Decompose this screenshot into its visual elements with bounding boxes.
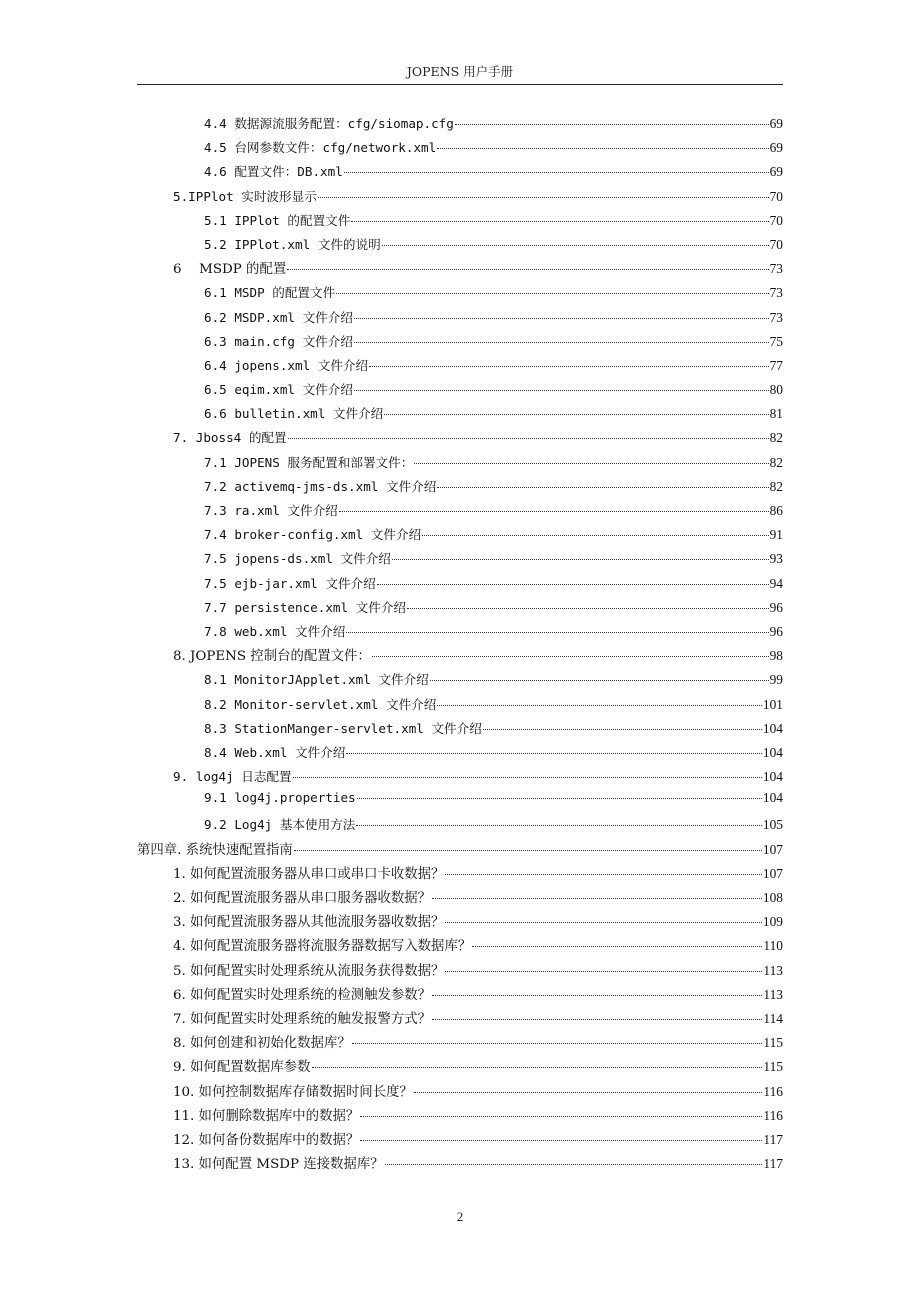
toc-entry-page: 114 <box>763 1010 783 1026</box>
dot-leader <box>352 1043 763 1044</box>
toc-entry-label: 11. 如何删除数据库中的数据？ <box>173 1108 360 1124</box>
toc-entry-label: 8.2 Monitor-servlet.xml 文件介绍 <box>204 696 437 712</box>
toc-entry-label: 8. 如何创建和初始化数据库？ <box>173 1036 351 1052</box>
toc-entry-page: 104 <box>762 744 783 760</box>
dot-leader <box>354 318 769 319</box>
toc-entry[interactable] <box>137 839 783 863</box>
toc-entry-page: 91 <box>769 527 783 543</box>
toc-entry-label: 8.1 MonitorJApplet.xml 文件介绍 <box>204 672 429 688</box>
toc-entry[interactable] <box>137 403 783 427</box>
toc-entry[interactable] <box>137 935 783 959</box>
dot-leader <box>430 680 769 681</box>
toc-entry[interactable] <box>137 500 783 524</box>
toc-entry[interactable] <box>137 137 783 161</box>
toc-entry-page: 86 <box>769 503 783 518</box>
toc-entry-label: 6.4 jopens.xml 文件介绍 <box>204 357 369 373</box>
dot-leader <box>372 656 769 657</box>
dot-leader <box>455 124 769 125</box>
toc-entry-label: 2. 如何配置流服务器从串口服务器收数据？ <box>173 891 432 906</box>
toc-entry[interactable] <box>137 234 783 258</box>
toc-entry-page: 82 <box>769 478 783 494</box>
toc-entry[interactable] <box>137 452 783 476</box>
toc-entry[interactable] <box>137 258 783 282</box>
dot-leader <box>422 535 768 536</box>
toc-entry[interactable] <box>137 1032 783 1056</box>
dot-leader <box>445 971 762 972</box>
toc-entry-page: 117 <box>763 1156 783 1172</box>
toc-entry-page: 70 <box>769 212 783 228</box>
toc-entry-page: 69 <box>769 116 783 131</box>
toc-entry-page: 98 <box>769 648 783 664</box>
toc-entry-page: 110 <box>763 938 783 954</box>
dot-leader <box>407 608 769 609</box>
toc-entry-label: 12. 如何备份数据库中的数据？ <box>173 1132 360 1148</box>
running-header: JOPENS 用户手册 <box>406 64 514 79</box>
toc-entry[interactable] <box>137 1056 783 1080</box>
toc-entry-label: 7. Jboss4 的配置 <box>173 430 287 446</box>
toc-entry-label: 1. 如何配置流服务器从串口或串口卡收数据？ <box>173 866 445 882</box>
dot-leader <box>354 342 769 343</box>
toc-entry-label: 4.6 配置文件：DB.xml <box>204 164 343 180</box>
toc-entry[interactable] <box>137 524 783 548</box>
dot-leader <box>385 1164 763 1165</box>
toc-entry-label: 4.4 数据源流服务配置：cfg/siomap.cfg <box>204 116 454 131</box>
toc-entry-label: 5.2 IPPlot.xml 文件的说明 <box>204 236 381 252</box>
toc-entry[interactable] <box>137 427 783 451</box>
toc-entry[interactable] <box>137 210 783 234</box>
toc-entry[interactable] <box>137 548 783 572</box>
toc-entry-label: 9. log4j 日志配置 <box>173 769 292 785</box>
toc-entry[interactable] <box>137 887 783 911</box>
dot-leader <box>432 995 762 996</box>
toc-entry-page: 82 <box>769 454 783 470</box>
toc-entry-page: 70 <box>769 188 783 204</box>
dot-leader <box>360 1140 762 1141</box>
toc-entry-label: 6.3 main.cfg 文件介绍 <box>204 333 353 349</box>
toc-entry-label: 6.5 eqim.xml 文件介绍 <box>204 382 353 398</box>
toc-entry[interactable] <box>137 113 783 137</box>
toc-entry-page: 96 <box>769 599 783 615</box>
toc-entry[interactable] <box>137 621 783 645</box>
toc-entry-page: 113 <box>763 962 783 978</box>
toc-entry-label: 5.IPPlot 实时波形显示 <box>173 188 317 204</box>
toc-entry-label: 7.7 persistence.xml 文件介绍 <box>204 599 407 615</box>
toc-entry-page: 107 <box>762 865 783 881</box>
toc-entry-page: 108 <box>762 890 783 905</box>
toc-entry-page: 81 <box>769 406 783 422</box>
toc-entry[interactable] <box>137 669 783 693</box>
dot-leader <box>432 1019 762 1020</box>
dot-leader <box>472 946 762 947</box>
toc-entry-page: 73 <box>769 309 783 325</box>
dot-leader <box>294 850 762 851</box>
dot-leader <box>392 559 769 560</box>
toc-entry[interactable] <box>137 161 783 185</box>
toc-entry[interactable] <box>137 1129 783 1153</box>
dot-leader <box>377 584 769 585</box>
toc-entry-page: 105 <box>762 817 783 833</box>
toc-entry-page: 82 <box>769 430 783 446</box>
toc-entry-label: 第四章. 系统快速配置指南 <box>137 842 293 858</box>
toc-entry-page: 75 <box>769 333 783 349</box>
toc-entry-label: 6.2 MSDP.xml 文件介绍 <box>204 309 353 325</box>
toc-entry-page: 116 <box>763 1107 783 1123</box>
dot-leader <box>346 753 762 754</box>
toc-entry-label: 3. 如何配置流服务器从其他流服务器收数据？ <box>173 915 445 931</box>
toc-entry-page: 115 <box>763 1035 783 1051</box>
dot-leader <box>356 825 762 826</box>
toc-entry[interactable] <box>137 1105 783 1129</box>
toc-entry-label: 10. 如何控制数据库存储数据时间长度？ <box>173 1084 413 1100</box>
toc-entry-page: 104 <box>762 769 783 785</box>
toc-entry-label: 7.8 web.xml 文件介绍 <box>204 623 346 639</box>
toc-entry[interactable] <box>137 694 783 718</box>
dot-leader <box>437 705 762 706</box>
toc-entry-label: 7.4 broker-config.xml 文件介绍 <box>204 527 422 543</box>
dot-leader <box>339 511 769 512</box>
dot-leader <box>382 245 769 246</box>
toc-entry-label: 9.1 log4j.properties <box>204 790 356 806</box>
toc-entry[interactable] <box>137 282 783 306</box>
toc-entry-label: 6. 如何配置实时处理系统的检测触发参数？ <box>173 987 432 1003</box>
header-rule <box>137 84 783 85</box>
toc-entry-label: 9. 如何配置数据库参数 <box>173 1060 311 1076</box>
toc-entry-label: 6.1 MSDP 的配置文件 <box>204 285 336 301</box>
toc-entry-page: 107 <box>762 841 783 857</box>
table-of-contents <box>137 113 783 1177</box>
dot-leader <box>351 221 768 222</box>
dot-leader <box>437 487 768 488</box>
toc-entry-page: 94 <box>769 575 783 591</box>
toc-entry-page: 73 <box>769 285 783 301</box>
toc-entry-page: 109 <box>762 914 783 930</box>
dot-leader <box>288 438 769 439</box>
toc-entry[interactable] <box>137 911 783 935</box>
toc-entry-label: 5. 如何配置实时处理系统从流服务获得数据？ <box>173 963 445 979</box>
toc-entry[interactable] <box>137 331 783 355</box>
toc-entry-label: 6.6 bulletin.xml 文件介绍 <box>204 406 384 422</box>
dot-leader <box>437 148 768 149</box>
toc-entry[interactable] <box>137 863 783 887</box>
toc-entry-page: 113 <box>763 986 783 1002</box>
dot-leader <box>414 463 768 464</box>
toc-entry-page: 77 <box>769 357 783 373</box>
toc-entry[interactable] <box>137 766 783 790</box>
toc-entry-label: 6 MSDP 的配置 <box>173 262 287 278</box>
toc-entry-page: 116 <box>763 1083 783 1099</box>
toc-entry[interactable] <box>137 379 783 403</box>
toc-entry[interactable] <box>137 1153 783 1177</box>
toc-entry-page: 80 <box>769 382 783 398</box>
dot-leader <box>312 1067 763 1068</box>
toc-entry-page: 69 <box>769 140 783 156</box>
dot-leader <box>445 874 761 875</box>
dot-leader <box>293 777 762 778</box>
toc-entry-label: 8. JOPENS 控制台的配置文件： <box>173 649 371 665</box>
toc-entry[interactable] <box>137 1008 783 1032</box>
toc-entry[interactable] <box>137 984 783 1008</box>
dot-leader <box>360 1116 762 1117</box>
toc-entry-page: 117 <box>763 1131 783 1147</box>
toc-entry-page: 104 <box>762 790 783 806</box>
toc-entry[interactable] <box>137 573 783 597</box>
toc-entry-page: 96 <box>769 623 783 639</box>
toc-entry-label: 8.4 Web.xml 文件介绍 <box>204 744 346 760</box>
toc-entry-label: 7.5 ejb-jar.xml 文件介绍 <box>204 575 376 591</box>
dot-leader <box>384 414 768 415</box>
toc-entry[interactable] <box>137 718 783 742</box>
toc-entry-label: 7.2 activemq-jms-ds.xml 文件介绍 <box>204 478 437 494</box>
toc-entry[interactable] <box>137 186 783 210</box>
toc-entry-page: 99 <box>769 672 783 688</box>
toc-entry[interactable] <box>137 790 783 814</box>
dot-leader <box>369 366 769 367</box>
toc-entry-page: 104 <box>762 720 783 736</box>
toc-entry[interactable] <box>137 307 783 331</box>
toc-entry-label: 7. 如何配置实时处理系统的触发报警方式？ <box>173 1011 432 1027</box>
toc-entry-label: 7.5 jopens-ds.xml 文件介绍 <box>204 551 391 567</box>
toc-entry-label: 8.3 StationManger-servlet.xml 文件介绍 <box>204 720 482 736</box>
dot-leader <box>287 269 768 270</box>
toc-entry[interactable] <box>137 1081 783 1105</box>
dot-leader <box>445 922 761 923</box>
toc-entry-page: 93 <box>769 551 783 567</box>
dot-leader <box>346 632 768 633</box>
toc-entry[interactable] <box>137 814 783 838</box>
dot-leader <box>336 293 768 294</box>
toc-entry-page: 101 <box>762 696 783 712</box>
toc-entry-label: 7.3 ra.xml 文件介绍 <box>204 503 338 518</box>
dot-leader <box>414 1092 763 1093</box>
toc-entry-label: 5.1 IPPlot 的配置文件 <box>204 212 351 228</box>
toc-entry-page: 69 <box>769 164 783 180</box>
toc-entry[interactable] <box>137 355 783 379</box>
toc-entry[interactable] <box>137 597 783 621</box>
toc-entry-label: 9.2 Log4j 基本使用方法 <box>204 817 356 833</box>
page-number: 2 <box>456 1209 464 1224</box>
toc-entry-page: 70 <box>769 236 783 252</box>
toc-entry-label: 13. 如何配置 MSDP 连接数据库？ <box>173 1157 384 1173</box>
toc-entry[interactable] <box>137 476 783 500</box>
dot-leader <box>483 729 762 730</box>
toc-entry[interactable] <box>137 960 783 984</box>
toc-entry-label: 7.1 JOPENS 服务配置和部署文件： <box>204 454 414 470</box>
toc-entry-label: 4. 如何配置流服务器将流服务器数据写入数据库？ <box>173 939 472 955</box>
toc-entry[interactable] <box>137 645 783 669</box>
dot-leader <box>344 172 769 173</box>
dot-leader <box>357 798 762 799</box>
toc-entry[interactable] <box>137 742 783 766</box>
dot-leader <box>432 898 762 899</box>
toc-entry-label: 4.5 台网参数文件：cfg/network.xml <box>204 140 437 156</box>
toc-entry-page: 73 <box>769 261 783 277</box>
toc-entry-page: 115 <box>763 1059 783 1075</box>
dot-leader <box>318 197 769 198</box>
dot-leader <box>354 390 769 391</box>
